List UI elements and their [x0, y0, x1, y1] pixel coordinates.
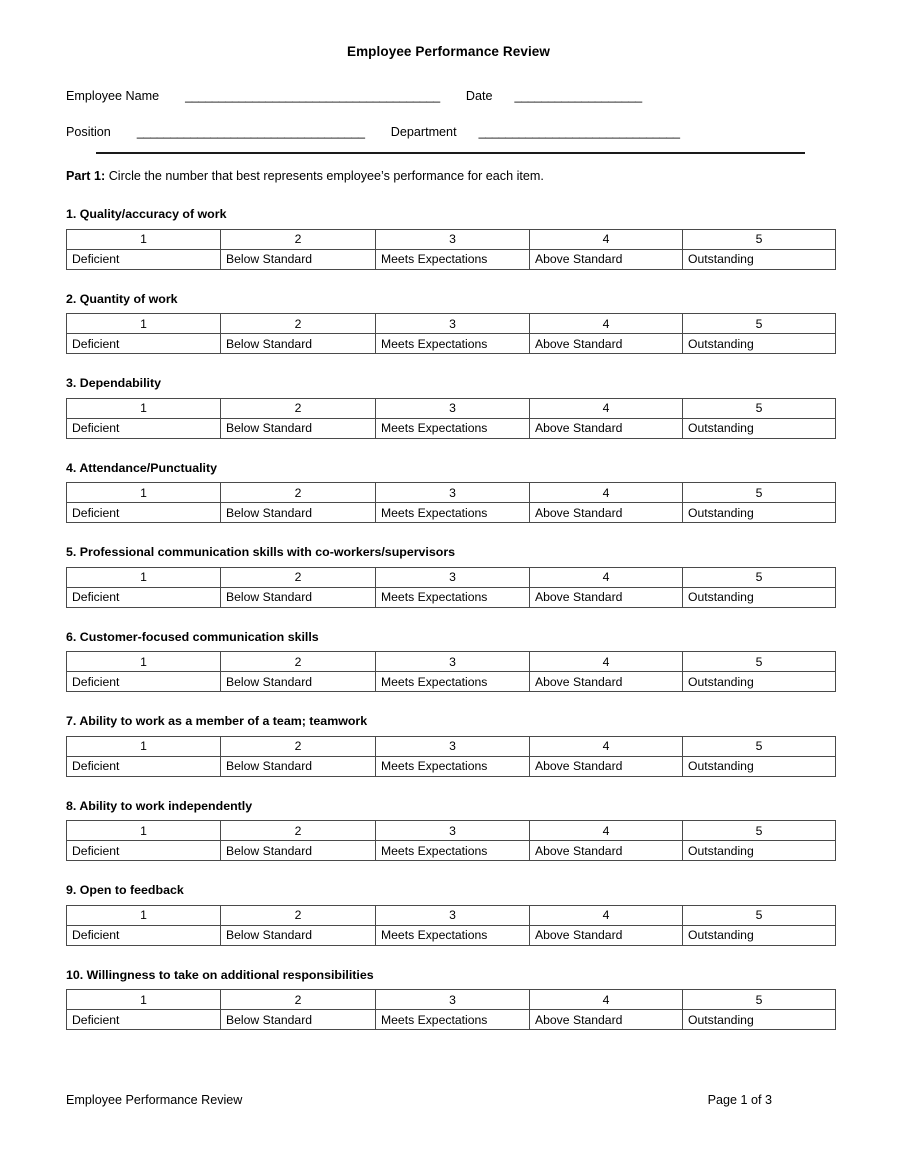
- rating-label-cell: Below Standard: [221, 249, 376, 269]
- part1-instruction: [66, 169, 835, 185]
- rating-label-cell: Meets Expectations: [376, 1010, 530, 1030]
- rating-label-cell: Above Standard: [530, 1010, 683, 1030]
- rating-item-title: 7. Ability to work as a member of a team; teamwork: [66, 714, 368, 729]
- rating-scale-labels-row: [67, 587, 836, 607]
- rating-label-cell: Below Standard: [221, 925, 376, 945]
- rating-label-cell: Deficient: [67, 672, 221, 692]
- rating-item: [66, 545, 835, 608]
- rating-number-cell[interactable]: 5: [683, 483, 836, 503]
- rating-item: [66, 714, 835, 777]
- rating-label-cell: Above Standard: [530, 587, 683, 607]
- rating-number-cell[interactable]: 3: [376, 314, 530, 334]
- rating-number-cell[interactable]: 1: [67, 905, 221, 925]
- rating-number-cell[interactable]: 4: [530, 990, 683, 1010]
- rating-scale-table: [66, 905, 836, 946]
- rating-scale-table: [66, 229, 836, 270]
- rating-number-cell[interactable]: 1: [67, 990, 221, 1010]
- rating-number-cell[interactable]: 5: [683, 821, 836, 841]
- rating-item-title: 9. Open to feedback: [66, 883, 184, 898]
- rating-number-cell[interactable]: 2: [221, 990, 376, 1010]
- rating-number-cell[interactable]: 5: [683, 314, 836, 334]
- rating-scale-table: [66, 989, 836, 1030]
- rating-scale-numbers-row: [67, 229, 836, 249]
- rating-number-cell[interactable]: 2: [221, 314, 376, 334]
- rating-scale-table: [66, 398, 836, 439]
- rating-number-cell[interactable]: 2: [221, 567, 376, 587]
- rating-number-cell[interactable]: 5: [683, 905, 836, 925]
- rating-item: [66, 461, 835, 524]
- rating-label-cell: Above Standard: [530, 249, 683, 269]
- rating-number-cell[interactable]: 1: [67, 398, 221, 418]
- rating-number-cell[interactable]: 3: [376, 652, 530, 672]
- rating-label-cell: Deficient: [67, 1010, 221, 1030]
- rating-label-cell: Deficient: [67, 334, 221, 354]
- date-label: Date: [465, 89, 493, 104]
- rating-number-cell[interactable]: 2: [221, 905, 376, 925]
- rating-label-cell: Meets Expectations: [376, 334, 530, 354]
- rating-scale-numbers-row: [67, 821, 836, 841]
- rating-number-cell[interactable]: 4: [530, 905, 683, 925]
- rating-label-cell: Above Standard: [530, 334, 683, 354]
- rating-item: [66, 968, 835, 1031]
- rating-scale-labels-row: [67, 1010, 836, 1030]
- rating-scale-numbers-row: [67, 483, 836, 503]
- rating-label-cell: Deficient: [67, 418, 221, 438]
- rating-number-cell[interactable]: 4: [530, 229, 683, 249]
- rating-label-cell: Outstanding: [683, 925, 836, 945]
- rating-label-cell: Above Standard: [530, 925, 683, 945]
- rating-number-cell[interactable]: 4: [530, 736, 683, 756]
- rating-number-cell[interactable]: 3: [376, 229, 530, 249]
- page-footer: [66, 1093, 772, 1107]
- rating-number-cell[interactable]: 2: [221, 398, 376, 418]
- rating-label-cell: Meets Expectations: [376, 503, 530, 523]
- rating-number-cell[interactable]: 1: [67, 821, 221, 841]
- department-label: Department: [390, 124, 457, 139]
- rating-scale-labels-row: [67, 925, 836, 945]
- rating-scale-labels-row: [67, 418, 836, 438]
- rating-label-cell: Outstanding: [683, 334, 836, 354]
- rating-scale-numbers-row: [67, 736, 836, 756]
- rating-label-cell: Below Standard: [221, 418, 376, 438]
- rating-number-cell[interactable]: 3: [376, 736, 530, 756]
- part1-text: Circle the number that best represents employee’s performance for each item.: [105, 168, 544, 183]
- rating-number-cell[interactable]: 5: [683, 398, 836, 418]
- rating-item-title: 1. Quality/accuracy of work: [66, 207, 227, 222]
- header-divider: [96, 152, 805, 154]
- rating-number-cell[interactable]: 1: [67, 736, 221, 756]
- rating-scale-numbers-row: [67, 567, 836, 587]
- rating-scale-labels-row: [67, 503, 836, 523]
- rating-label-cell: Below Standard: [221, 587, 376, 607]
- rating-label-cell: Below Standard: [221, 503, 376, 523]
- employee-name-label: Employee Name: [66, 89, 160, 104]
- employee-name-date-row: [66, 89, 835, 105]
- rating-label-cell: Deficient: [67, 925, 221, 945]
- page-title: Employee Performance Review: [346, 44, 551, 59]
- rating-number-cell[interactable]: 3: [376, 483, 530, 503]
- rating-label-cell: Above Standard: [530, 418, 683, 438]
- rating-number-cell[interactable]: 1: [67, 652, 221, 672]
- rating-scale-labels-row: [67, 334, 836, 354]
- rating-label-cell: Above Standard: [530, 756, 683, 776]
- rating-scale-labels-row: [67, 249, 836, 269]
- rating-label-cell: Deficient: [67, 587, 221, 607]
- rating-label-cell: Deficient: [67, 503, 221, 523]
- rating-label-cell: Below Standard: [221, 756, 376, 776]
- rating-label-cell: Outstanding: [683, 1010, 836, 1030]
- rating-label-cell: Below Standard: [221, 1010, 376, 1030]
- rating-scale-table: [66, 482, 836, 523]
- rating-label-cell: Above Standard: [530, 841, 683, 861]
- date-field[interactable]: ___________________: [514, 89, 642, 104]
- rating-item-title: 4. Attendance/Punctuality: [66, 460, 218, 475]
- rating-scale-labels-row: [67, 672, 836, 692]
- rating-number-cell[interactable]: 4: [530, 567, 683, 587]
- position-field[interactable]: __________________________________: [136, 124, 365, 139]
- rating-scale-labels-row: [67, 841, 836, 861]
- rating-label-cell: Meets Expectations: [376, 841, 530, 861]
- rating-scale-table: [66, 736, 836, 777]
- department-field[interactable]: ______________________________: [478, 124, 680, 139]
- rating-number-cell[interactable]: 3: [376, 905, 530, 925]
- rating-scale-numbers-row: [67, 905, 836, 925]
- rating-label-cell: Meets Expectations: [376, 418, 530, 438]
- rating-item: [66, 630, 835, 693]
- rating-number-cell[interactable]: 2: [221, 229, 376, 249]
- rating-item: [66, 376, 835, 439]
- rating-label-cell: Meets Expectations: [376, 925, 530, 945]
- rating-scale-labels-row: [67, 756, 836, 776]
- rating-number-cell[interactable]: 1: [67, 567, 221, 587]
- rating-number-cell[interactable]: 2: [221, 652, 376, 672]
- rating-item-title: 8. Ability to work independently: [66, 798, 253, 813]
- rating-label-cell: Outstanding: [683, 841, 836, 861]
- rating-item: [66, 883, 835, 946]
- rating-number-cell[interactable]: 2: [221, 821, 376, 841]
- rating-scale-table: [66, 651, 836, 692]
- rating-label-cell: Meets Expectations: [376, 672, 530, 692]
- rating-number-cell[interactable]: 5: [683, 567, 836, 587]
- rating-label-cell: Below Standard: [221, 334, 376, 354]
- rating-label-cell: Meets Expectations: [376, 249, 530, 269]
- rating-label-cell: Outstanding: [683, 249, 836, 269]
- rating-number-cell[interactable]: 3: [376, 990, 530, 1010]
- rating-label-cell: Outstanding: [683, 756, 836, 776]
- rating-item-title: 6. Customer-focused communication skills: [66, 629, 319, 644]
- rating-number-cell[interactable]: 4: [530, 821, 683, 841]
- rating-scale-numbers-row: [67, 652, 836, 672]
- rating-label-cell: Deficient: [67, 841, 221, 861]
- position-department-row: [66, 125, 835, 141]
- rating-number-cell[interactable]: 3: [376, 398, 530, 418]
- rating-scale-table: [66, 567, 836, 608]
- rating-scale-table: [66, 820, 836, 861]
- rating-number-cell[interactable]: 4: [530, 398, 683, 418]
- rating-items-list: [66, 207, 835, 1030]
- rating-number-cell[interactable]: 1: [67, 229, 221, 249]
- rating-scale-table: [66, 313, 836, 354]
- rating-label-cell: Above Standard: [530, 503, 683, 523]
- employee-name-field[interactable]: ______________________________________: [185, 89, 440, 104]
- rating-number-cell[interactable]: 5: [683, 652, 836, 672]
- rating-item-title: 3. Dependability: [66, 376, 162, 391]
- rating-number-cell[interactable]: 3: [376, 821, 530, 841]
- rating-number-cell[interactable]: 4: [530, 314, 683, 334]
- rating-label-cell: Meets Expectations: [376, 587, 530, 607]
- rating-scale-numbers-row: [67, 314, 836, 334]
- rating-number-cell[interactable]: 1: [67, 314, 221, 334]
- rating-number-cell[interactable]: 5: [683, 736, 836, 756]
- rating-item: [66, 207, 835, 270]
- rating-item-title: 10. Willingness to take on additional responsibilities: [66, 967, 374, 982]
- rating-label-cell: Below Standard: [221, 672, 376, 692]
- document-content: [66, 0, 835, 1030]
- rating-number-cell[interactable]: 5: [683, 990, 836, 1010]
- rating-item-title: 5. Professional communication skills with co-workers/supervisors: [66, 545, 456, 560]
- rating-scale-numbers-row: [67, 990, 836, 1010]
- rating-item: [66, 292, 835, 355]
- footer-left-text: Employee Performance Review: [66, 1093, 243, 1107]
- rating-label-cell: Deficient: [67, 756, 221, 776]
- position-label: Position: [66, 124, 111, 139]
- rating-item-title: 2. Quantity of work: [66, 291, 178, 306]
- rating-label-cell: Outstanding: [683, 587, 836, 607]
- rating-number-cell[interactable]: 5: [683, 229, 836, 249]
- rating-label-cell: Outstanding: [683, 503, 836, 523]
- rating-number-cell[interactable]: 4: [530, 652, 683, 672]
- rating-number-cell[interactable]: 2: [221, 483, 376, 503]
- rating-number-cell[interactable]: 2: [221, 736, 376, 756]
- footer-page-number: Page 1 of 3: [707, 1093, 772, 1107]
- rating-number-cell[interactable]: 1: [67, 483, 221, 503]
- rating-label-cell: Outstanding: [683, 672, 836, 692]
- rating-label-cell: Deficient: [67, 249, 221, 269]
- part1-label: Part 1:: [66, 168, 106, 183]
- rating-scale-numbers-row: [67, 398, 836, 418]
- rating-number-cell[interactable]: 3: [376, 567, 530, 587]
- rating-item: [66, 799, 835, 862]
- rating-label-cell: Meets Expectations: [376, 756, 530, 776]
- rating-number-cell[interactable]: 4: [530, 483, 683, 503]
- rating-label-cell: Below Standard: [221, 841, 376, 861]
- rating-label-cell: Above Standard: [530, 672, 683, 692]
- rating-label-cell: Outstanding: [683, 418, 836, 438]
